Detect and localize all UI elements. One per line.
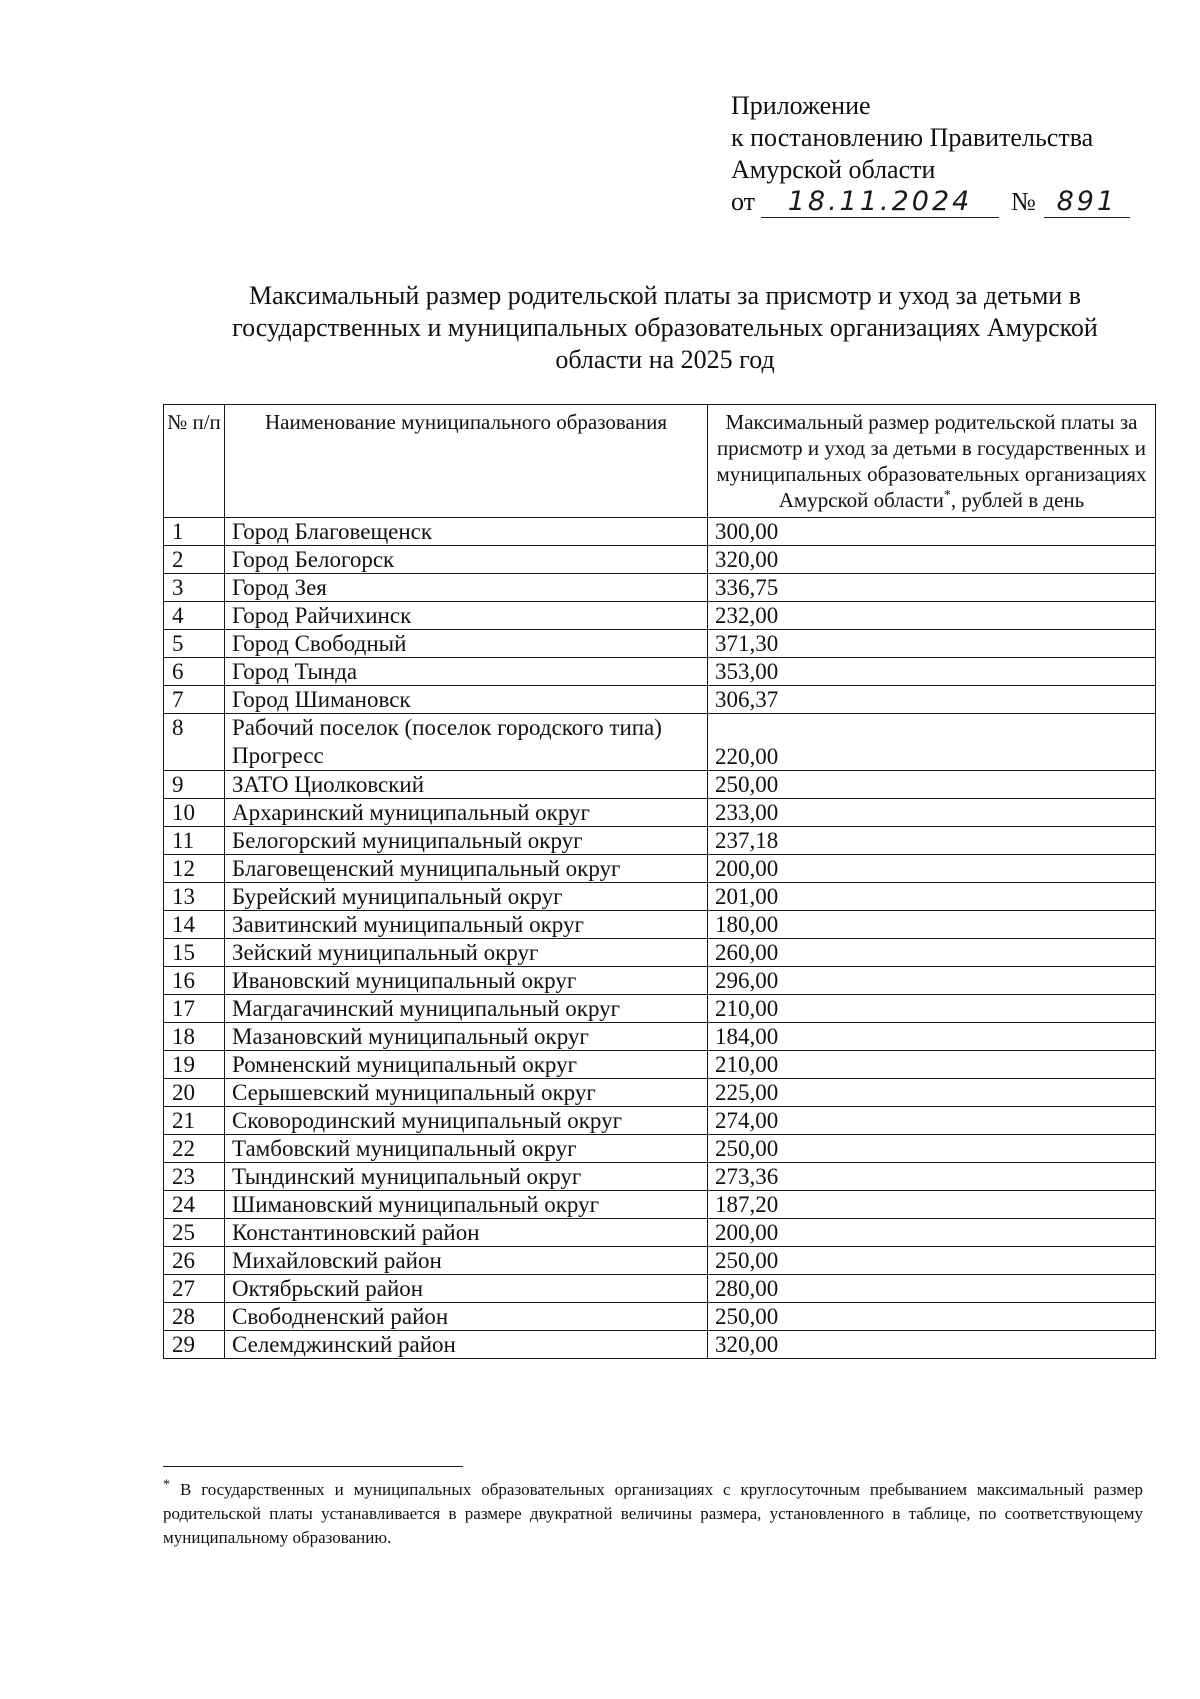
table-row bbox=[164, 1275, 1156, 1303]
row-value: 201,00 bbox=[708, 883, 1156, 911]
table-row bbox=[164, 967, 1156, 995]
row-value: 225,00 bbox=[708, 1079, 1156, 1107]
row-number: 25 bbox=[164, 1219, 225, 1247]
appendix-decree-line: к постановлению Правительства bbox=[731, 123, 1094, 152]
row-value: 371,30 bbox=[708, 630, 1156, 658]
row-number: 20 bbox=[164, 1079, 225, 1107]
fee-table bbox=[163, 404, 1156, 1359]
row-value: 280,00 bbox=[708, 1275, 1156, 1303]
table-row bbox=[164, 827, 1156, 855]
row-number: 19 bbox=[164, 1051, 225, 1079]
row-value: 210,00 bbox=[708, 995, 1156, 1023]
row-name: Серышевский муниципальный округ bbox=[225, 1079, 708, 1107]
title-line-1: Максимальный размер родительской платы за присмотр и уход за детьми в bbox=[249, 281, 1081, 310]
table-header-row bbox=[164, 405, 1156, 518]
handwritten-date: 18.11.2024 bbox=[761, 187, 999, 218]
header-value-suffix: , рублей в день bbox=[950, 488, 1085, 512]
row-number: 4 bbox=[164, 602, 225, 630]
row-number: 12 bbox=[164, 855, 225, 883]
row-value: 250,00 bbox=[708, 1135, 1156, 1163]
row-number: 2 bbox=[164, 546, 225, 574]
row-name: Ивановский муниципальный округ bbox=[225, 967, 708, 995]
row-name: Город Свободный bbox=[225, 630, 708, 658]
row-number: 9 bbox=[164, 771, 225, 799]
row-number: 13 bbox=[164, 883, 225, 911]
row-name: Михайловский район bbox=[225, 1247, 708, 1275]
row-value: 233,00 bbox=[708, 799, 1156, 827]
row-number: 21 bbox=[164, 1107, 225, 1135]
row-name: Мазановский муниципальный округ bbox=[225, 1023, 708, 1051]
row-name: Город Белогорск bbox=[225, 546, 708, 574]
row-value: 300,00 bbox=[708, 518, 1156, 546]
row-value: 336,75 bbox=[708, 574, 1156, 602]
table-row bbox=[164, 799, 1156, 827]
row-name: Ромненский муниципальный округ bbox=[225, 1051, 708, 1079]
row-number: 14 bbox=[164, 911, 225, 939]
row-number: 24 bbox=[164, 1191, 225, 1219]
table-row bbox=[164, 518, 1156, 546]
row-value: 210,00 bbox=[708, 1051, 1156, 1079]
row-value: 200,00 bbox=[708, 1219, 1156, 1247]
date-prefix: от bbox=[731, 187, 756, 216]
table-row bbox=[164, 995, 1156, 1023]
footnote bbox=[163, 1478, 1143, 1550]
row-number: 8 bbox=[164, 714, 225, 771]
row-number: 27 bbox=[164, 1275, 225, 1303]
appendix-block bbox=[731, 90, 1171, 218]
row-value: 250,00 bbox=[708, 771, 1156, 799]
row-number: 11 bbox=[164, 827, 225, 855]
row-value: 250,00 bbox=[708, 1247, 1156, 1275]
row-value: 320,00 bbox=[708, 1331, 1156, 1359]
row-value: 187,20 bbox=[708, 1191, 1156, 1219]
appendix-date-line bbox=[731, 186, 1171, 218]
row-value: 220,00 bbox=[708, 714, 1156, 771]
row-number: 15 bbox=[164, 939, 225, 967]
header-value-text: Максимальный размер родительской платы за присмотр и уход за детьми в государственных и муниципальных образовательных организациях Амурской области bbox=[716, 410, 1147, 512]
table-row bbox=[164, 1191, 1156, 1219]
row-name: Зейский муниципальный округ bbox=[225, 939, 708, 967]
row-name: Сковородинский муниципальный округ bbox=[225, 1107, 708, 1135]
row-value: 353,00 bbox=[708, 658, 1156, 686]
row-name: Город Благовещенск bbox=[225, 518, 708, 546]
table-row bbox=[164, 883, 1156, 911]
table-row bbox=[164, 1163, 1156, 1191]
row-number: 10 bbox=[164, 799, 225, 827]
row-name: Город Райчихинск bbox=[225, 602, 708, 630]
row-value: 260,00 bbox=[708, 939, 1156, 967]
row-value: 180,00 bbox=[708, 911, 1156, 939]
table-row bbox=[164, 602, 1156, 630]
row-name: Бурейский муниципальный округ bbox=[225, 883, 708, 911]
row-value: 232,00 bbox=[708, 602, 1156, 630]
row-name: Свободненский район bbox=[225, 1303, 708, 1331]
row-number: 7 bbox=[164, 686, 225, 714]
header-name: Наименование муниципального образования bbox=[225, 405, 708, 518]
table-row bbox=[164, 771, 1156, 799]
row-name: Благовещенский муниципальный округ bbox=[225, 855, 708, 883]
header-value-star: * bbox=[943, 488, 951, 503]
number-sign: № bbox=[1011, 187, 1036, 216]
table-row bbox=[164, 1135, 1156, 1163]
table-row bbox=[164, 546, 1156, 574]
table-row bbox=[164, 1219, 1156, 1247]
row-name: Магдагачинский муниципальный округ bbox=[225, 995, 708, 1023]
table-row bbox=[164, 630, 1156, 658]
row-number: 18 bbox=[164, 1023, 225, 1051]
row-value: 306,37 bbox=[708, 686, 1156, 714]
table-row bbox=[164, 1247, 1156, 1275]
table-row bbox=[164, 686, 1156, 714]
table-row bbox=[164, 1331, 1156, 1359]
row-value: 184,00 bbox=[708, 1023, 1156, 1051]
row-number: 17 bbox=[164, 995, 225, 1023]
appendix-region-line: Амурской области bbox=[731, 155, 936, 184]
table-row bbox=[164, 1107, 1156, 1135]
row-name: Тамбовский муниципальный округ bbox=[225, 1135, 708, 1163]
table-row bbox=[164, 658, 1156, 686]
appendix-title: Приложение bbox=[731, 91, 871, 120]
header-value bbox=[708, 405, 1156, 518]
footnote-divider bbox=[163, 1466, 463, 1467]
row-name: Город Тында bbox=[225, 658, 708, 686]
row-value: 274,00 bbox=[708, 1107, 1156, 1135]
table-row bbox=[164, 1051, 1156, 1079]
title-line-2: государственных и муниципальных образовательных организациях Амурской bbox=[232, 313, 1098, 342]
table-row bbox=[164, 1303, 1156, 1331]
row-number: 26 bbox=[164, 1247, 225, 1275]
footnote-star: * bbox=[163, 1477, 170, 1493]
row-value: 296,00 bbox=[708, 967, 1156, 995]
row-number: 6 bbox=[164, 658, 225, 686]
row-value: 200,00 bbox=[708, 855, 1156, 883]
row-value: 237,18 bbox=[708, 827, 1156, 855]
row-name: ЗАТО Циолковский bbox=[225, 771, 708, 799]
row-name: Город Зея bbox=[225, 574, 708, 602]
row-name: Завитинский муниципальный округ bbox=[225, 911, 708, 939]
row-name: Рабочий поселок (поселок городского типа) Прогресс bbox=[225, 714, 708, 771]
row-name: Белогорский муниципальный округ bbox=[225, 827, 708, 855]
row-value: 273,36 bbox=[708, 1163, 1156, 1191]
title-line-3: области на 2025 год bbox=[555, 345, 775, 374]
row-number: 16 bbox=[164, 967, 225, 995]
table-row bbox=[164, 1079, 1156, 1107]
row-number: 22 bbox=[164, 1135, 225, 1163]
row-name: Шимановский муниципальный округ bbox=[225, 1191, 708, 1219]
row-name: Селемджинский район bbox=[225, 1331, 708, 1359]
handwritten-number: 891 bbox=[1044, 187, 1130, 218]
table-row bbox=[164, 939, 1156, 967]
table-row bbox=[164, 911, 1156, 939]
row-name: Архаринский муниципальный округ bbox=[225, 799, 708, 827]
row-number: 3 bbox=[164, 574, 225, 602]
row-value: 320,00 bbox=[708, 546, 1156, 574]
table-row bbox=[164, 855, 1156, 883]
row-number: 29 bbox=[164, 1331, 225, 1359]
table-row bbox=[164, 1023, 1156, 1051]
table-row bbox=[164, 714, 1156, 771]
footnote-text: В государственных и муниципальных образовательных организациях с круглосуточным пребыванием максимальный размер родительской платы устанавливается в размере двукратной величины размера, установленного в таблице, по соответствующему муниципальному образованию. bbox=[163, 1480, 1144, 1547]
row-number: 23 bbox=[164, 1163, 225, 1191]
row-name: Город Шимановск bbox=[225, 686, 708, 714]
document-title bbox=[150, 280, 1180, 376]
header-number: № п/п bbox=[164, 405, 225, 518]
row-name: Константиновский район bbox=[225, 1219, 708, 1247]
row-name: Тындинский муниципальный округ bbox=[225, 1163, 708, 1191]
row-number: 5 bbox=[164, 630, 225, 658]
table-row bbox=[164, 574, 1156, 602]
row-name: Октябрьский район bbox=[225, 1275, 708, 1303]
row-value: 250,00 bbox=[708, 1303, 1156, 1331]
row-number: 28 bbox=[164, 1303, 225, 1331]
row-number: 1 bbox=[164, 518, 225, 546]
